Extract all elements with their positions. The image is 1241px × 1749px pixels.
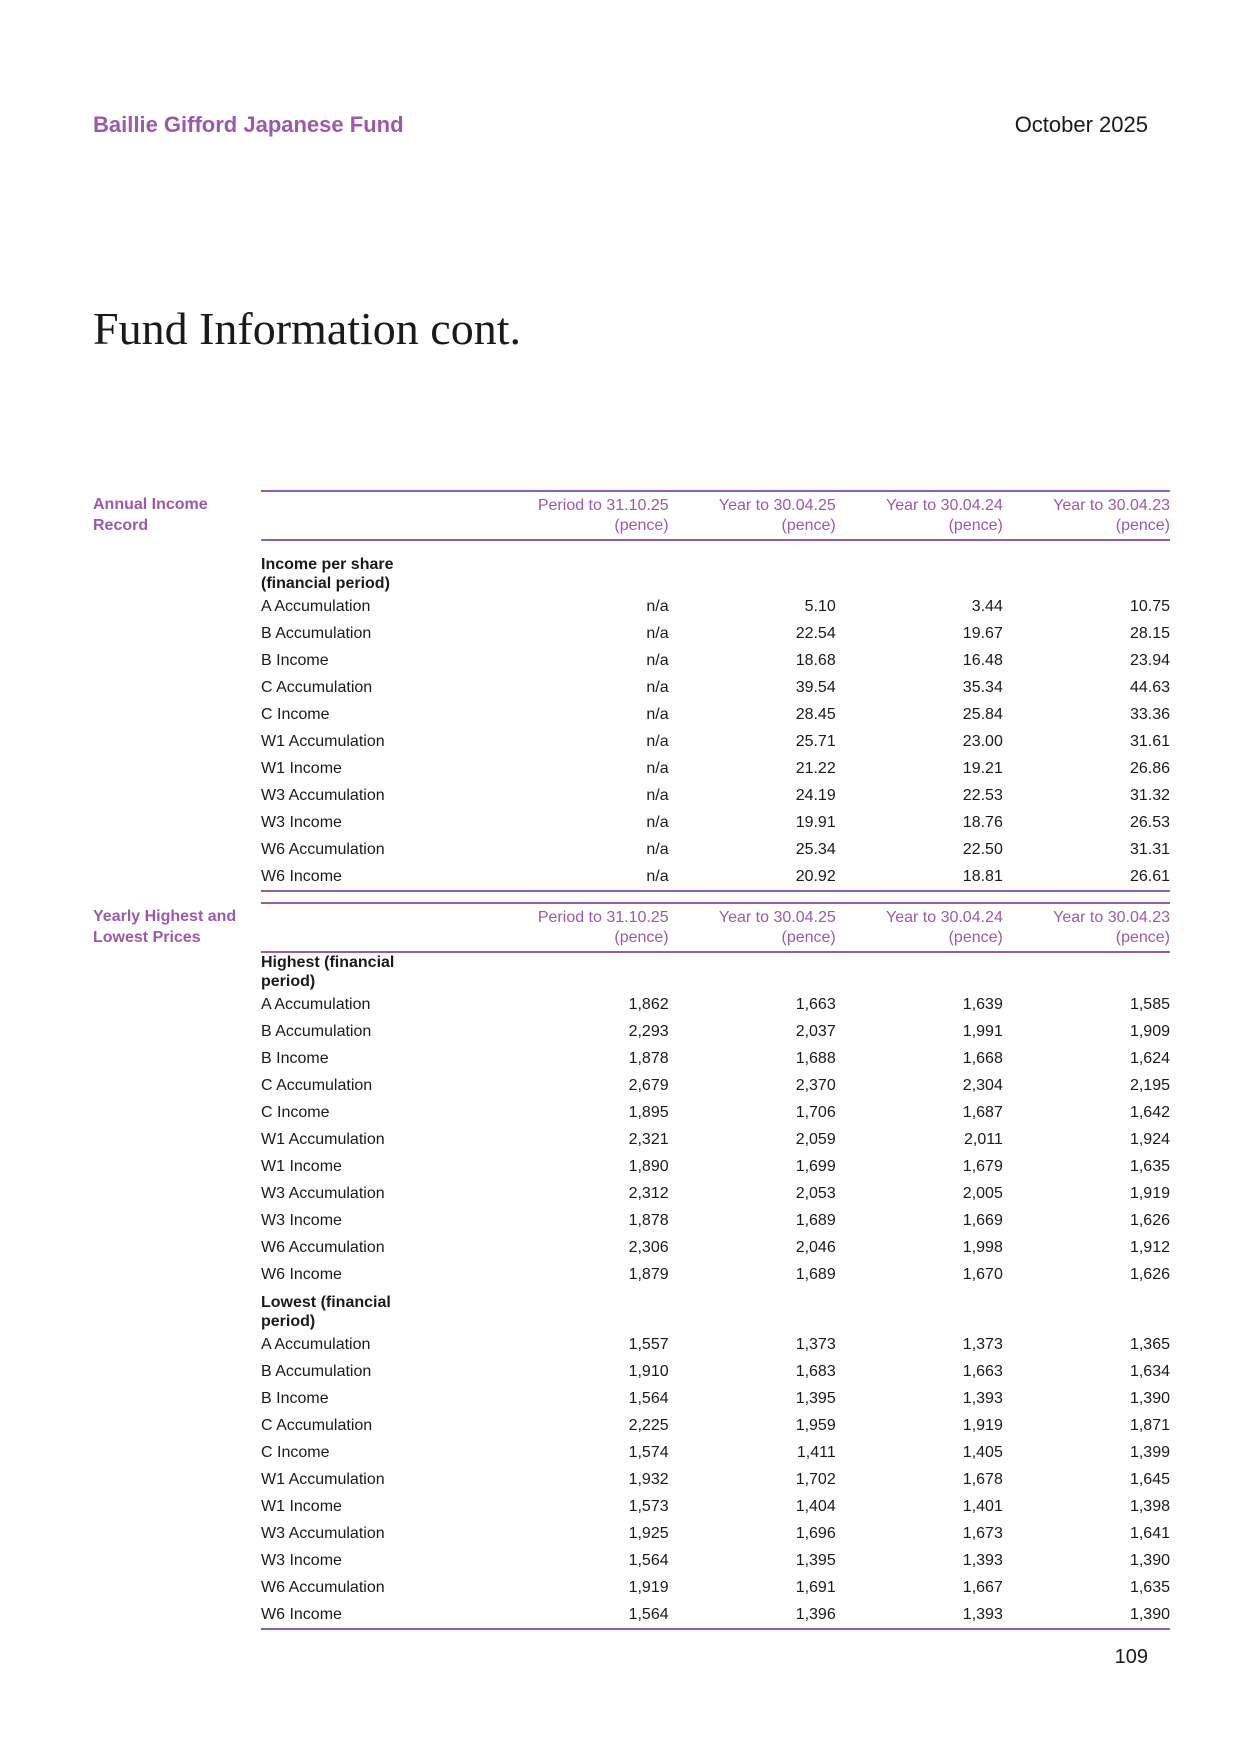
table-cell: 1,912 bbox=[1129, 1238, 1170, 1256]
table-cell: n/a bbox=[646, 651, 669, 669]
table-cell: 31.61 bbox=[1129, 732, 1170, 750]
table-row bbox=[261, 701, 1170, 728]
table-cell: 1,626 bbox=[1129, 1211, 1170, 1229]
table-cell: 1,871 bbox=[1129, 1416, 1170, 1434]
table-cell: 2,053 bbox=[795, 1184, 836, 1202]
share-class-name: B Accumulation bbox=[261, 624, 372, 642]
table-cell: 1,645 bbox=[1129, 1470, 1170, 1488]
table-cell: 2,046 bbox=[795, 1238, 836, 1256]
table-cell: 2,306 bbox=[628, 1238, 669, 1256]
group-heading: Income per share (financial period) bbox=[261, 556, 394, 592]
table-cell: n/a bbox=[646, 624, 669, 642]
table-cell: 44.63 bbox=[1129, 678, 1170, 696]
table-row bbox=[261, 647, 1170, 674]
table-cell: 1,663 bbox=[795, 995, 836, 1013]
share-class-name: C Accumulation bbox=[261, 1416, 373, 1434]
table-cell: 1,398 bbox=[1129, 1497, 1170, 1515]
page-number: 109 bbox=[1114, 1646, 1148, 1668]
table-cell: 1,624 bbox=[1129, 1049, 1170, 1067]
yearly-prices-label: Yearly Highest and Lowest Prices bbox=[93, 908, 237, 946]
table-cell: 26.86 bbox=[1129, 759, 1170, 777]
table-cell: 1,687 bbox=[962, 1103, 1003, 1121]
table-cell: 1,564 bbox=[628, 1551, 669, 1569]
table-cell: 1,404 bbox=[795, 1497, 836, 1515]
group-heading: Lowest (financial period) bbox=[261, 1294, 391, 1330]
table-cell: 1,573 bbox=[628, 1497, 669, 1515]
table-cell: 1,910 bbox=[628, 1362, 669, 1380]
table-cell: 1,641 bbox=[1129, 1524, 1170, 1542]
share-class-name: W3 Income bbox=[261, 813, 342, 831]
prices-table-body bbox=[261, 952, 1170, 1629]
table-row bbox=[261, 1045, 1170, 1072]
table-cell: 1,991 bbox=[962, 1022, 1003, 1040]
share-class-name: W6 Income bbox=[261, 1265, 342, 1283]
share-class-name: B Income bbox=[261, 1049, 329, 1067]
table-cell: 1,919 bbox=[1129, 1184, 1170, 1202]
table-row bbox=[261, 1601, 1170, 1629]
share-class-name: B Accumulation bbox=[261, 1362, 372, 1380]
table-cell: 1,688 bbox=[795, 1049, 836, 1067]
table-cell: 1,393 bbox=[962, 1389, 1003, 1407]
table-cell: 1,365 bbox=[1129, 1335, 1170, 1353]
table-cell: 1,564 bbox=[628, 1389, 669, 1407]
table-cell: 23.94 bbox=[1129, 651, 1170, 669]
table-cell: 2,312 bbox=[628, 1184, 669, 1202]
table-cell: 19.91 bbox=[795, 813, 836, 831]
table-cell: 33.36 bbox=[1129, 705, 1170, 723]
table-cell: 28.45 bbox=[795, 705, 836, 723]
table-cell: 1,862 bbox=[628, 995, 669, 1013]
table-row bbox=[261, 1385, 1170, 1412]
table-row bbox=[261, 728, 1170, 755]
table-row bbox=[261, 1099, 1170, 1126]
group-heading: Highest (financial period) bbox=[261, 954, 395, 990]
table-cell: n/a bbox=[646, 867, 669, 885]
table-cell: 3.44 bbox=[971, 597, 1003, 615]
table-row bbox=[261, 863, 1170, 891]
table-cell: n/a bbox=[646, 597, 669, 615]
table-row bbox=[261, 593, 1170, 620]
share-class-name: B Income bbox=[261, 651, 329, 669]
table-cell: 39.54 bbox=[795, 678, 836, 696]
table-cell: 1,663 bbox=[962, 1362, 1003, 1380]
table-cell: 2,293 bbox=[628, 1022, 669, 1040]
table-row bbox=[261, 1180, 1170, 1207]
table-cell: 18.81 bbox=[962, 867, 1003, 885]
table-cell: 2,679 bbox=[628, 1076, 669, 1094]
table-row bbox=[261, 1358, 1170, 1385]
header-spacer bbox=[261, 903, 502, 952]
report-date: October 2025 bbox=[1014, 112, 1148, 137]
table-row bbox=[261, 1493, 1170, 1520]
share-class-name: W1 Income bbox=[261, 759, 342, 777]
table-cell: 1,879 bbox=[628, 1265, 669, 1283]
share-class-name: W1 Income bbox=[261, 1157, 342, 1175]
table-row bbox=[261, 1574, 1170, 1601]
table-cell: 1,585 bbox=[1129, 995, 1170, 1013]
table-cell: 1,696 bbox=[795, 1524, 836, 1542]
column-header: Year to 30.04.24 (pence) bbox=[886, 497, 1003, 534]
share-class-name: B Income bbox=[261, 1389, 329, 1407]
table-row bbox=[261, 991, 1170, 1018]
column-header: Year to 30.04.25 (pence) bbox=[718, 909, 836, 946]
table-cell: 23.00 bbox=[962, 732, 1003, 750]
page-title: Fund Information cont. bbox=[93, 303, 521, 354]
table-cell: 2,011 bbox=[963, 1130, 1003, 1148]
income-table-body bbox=[261, 540, 1170, 891]
table-cell: n/a bbox=[646, 759, 669, 777]
table-cell: 2,059 bbox=[795, 1130, 836, 1148]
table-cell: 1,689 bbox=[795, 1265, 836, 1283]
table-cell: 1,393 bbox=[962, 1551, 1003, 1569]
table-cell: 5.10 bbox=[804, 597, 836, 615]
table-cell: 26.53 bbox=[1129, 813, 1170, 831]
income-table-header bbox=[261, 491, 1170, 540]
table-cell: 1,411 bbox=[796, 1443, 836, 1461]
table-row bbox=[261, 836, 1170, 863]
table-cell: 35.34 bbox=[962, 678, 1003, 696]
share-class-name: W6 Accumulation bbox=[261, 1578, 385, 1596]
table-cell: 1,626 bbox=[1129, 1265, 1170, 1283]
table-cell: 2,005 bbox=[962, 1184, 1003, 1202]
table-cell: 1,634 bbox=[1129, 1362, 1170, 1380]
table-cell: 1,924 bbox=[1129, 1130, 1170, 1148]
table-cell: 1,706 bbox=[795, 1103, 836, 1121]
table-cell: 31.32 bbox=[1129, 786, 1170, 804]
table-cell: 1,689 bbox=[795, 1211, 836, 1229]
table-cell: 18.76 bbox=[962, 813, 1003, 831]
group-heading-row bbox=[261, 1288, 1170, 1331]
table-cell: 2,321 bbox=[628, 1130, 669, 1148]
table-cell: 26.61 bbox=[1129, 867, 1170, 885]
table-cell: 24.19 bbox=[795, 786, 836, 804]
column-header: Period to 31.10.25 (pence) bbox=[537, 909, 669, 946]
share-class-name: W3 Income bbox=[261, 1211, 342, 1229]
table-cell: n/a bbox=[646, 732, 669, 750]
table-cell: 1,667 bbox=[962, 1578, 1003, 1596]
table-cell: 25.34 bbox=[795, 840, 836, 858]
table-cell: 1,998 bbox=[962, 1238, 1003, 1256]
table-cell: 22.53 bbox=[962, 786, 1003, 804]
table-row bbox=[261, 1234, 1170, 1261]
share-class-name: A Accumulation bbox=[261, 597, 371, 615]
table-cell: 25.71 bbox=[795, 732, 836, 750]
table-row bbox=[261, 620, 1170, 647]
share-class-name: W1 Accumulation bbox=[261, 1470, 385, 1488]
table-cell: n/a bbox=[646, 813, 669, 831]
column-header: Year to 30.04.23 (pence) bbox=[1053, 909, 1170, 946]
table-cell: 1,390 bbox=[1129, 1389, 1170, 1407]
table-row bbox=[261, 1072, 1170, 1099]
table-cell: 2,037 bbox=[795, 1022, 836, 1040]
column-header: Period to 31.10.25 (pence) bbox=[537, 497, 669, 534]
table-cell: 1,393 bbox=[962, 1605, 1003, 1623]
annual-income-record-label: Annual Income Record bbox=[93, 496, 208, 534]
table-cell: n/a bbox=[646, 786, 669, 804]
table-cell: 1,678 bbox=[962, 1470, 1003, 1488]
table-cell: 2,304 bbox=[962, 1076, 1003, 1094]
table-cell: 1,670 bbox=[962, 1265, 1003, 1283]
share-class-name: W1 Accumulation bbox=[261, 732, 385, 750]
table-cell: 1,399 bbox=[1129, 1443, 1170, 1461]
table-cell: 25.84 bbox=[962, 705, 1003, 723]
share-class-name: W1 Accumulation bbox=[261, 1130, 385, 1148]
prices-table-header bbox=[261, 903, 1170, 952]
table-cell: 18.68 bbox=[795, 651, 836, 669]
share-class-name: W6 Accumulation bbox=[261, 1238, 385, 1256]
table-cell: 1,669 bbox=[962, 1211, 1003, 1229]
table-cell: 1,699 bbox=[795, 1157, 836, 1175]
share-class-name: C Income bbox=[261, 705, 330, 723]
table-row bbox=[261, 1207, 1170, 1234]
table-cell: 1,919 bbox=[962, 1416, 1003, 1434]
table-cell: 1,702 bbox=[795, 1470, 836, 1488]
share-class-name: W1 Income bbox=[261, 1497, 342, 1515]
table-row bbox=[261, 782, 1170, 809]
table-cell: 28.15 bbox=[1129, 624, 1170, 642]
table-cell: 22.54 bbox=[795, 624, 836, 642]
share-class-name: W3 Accumulation bbox=[261, 1524, 385, 1542]
table-cell: 19.21 bbox=[962, 759, 1003, 777]
table-cell: 1,639 bbox=[962, 995, 1003, 1013]
table-row bbox=[261, 1412, 1170, 1439]
table-cell: 22.50 bbox=[962, 840, 1003, 858]
column-header: Year to 30.04.24 (pence) bbox=[886, 909, 1003, 946]
table-row bbox=[261, 809, 1170, 836]
group-heading-row bbox=[261, 952, 1170, 991]
table-row bbox=[261, 1331, 1170, 1358]
share-class-name: C Income bbox=[261, 1103, 330, 1121]
table-row bbox=[261, 1153, 1170, 1180]
share-class-name: W3 Accumulation bbox=[261, 1184, 385, 1202]
share-class-name: C Income bbox=[261, 1443, 330, 1461]
table-cell: 1,405 bbox=[962, 1443, 1003, 1461]
table-cell: 1,642 bbox=[1129, 1103, 1170, 1121]
group-heading-row bbox=[261, 540, 1170, 593]
table-cell: 20.92 bbox=[795, 867, 836, 885]
table-cell: n/a bbox=[646, 840, 669, 858]
share-class-name: W6 Income bbox=[261, 1605, 342, 1623]
table-cell: 16.48 bbox=[962, 651, 1003, 669]
table-cell: 10.75 bbox=[1129, 597, 1170, 615]
table-cell: 1,373 bbox=[795, 1335, 836, 1353]
table-cell: 1,668 bbox=[962, 1049, 1003, 1067]
table-cell: 1,395 bbox=[795, 1551, 836, 1569]
column-header: Year to 30.04.25 (pence) bbox=[718, 497, 836, 534]
table-cell: 1,373 bbox=[962, 1335, 1003, 1353]
table-cell: n/a bbox=[646, 705, 669, 723]
table-cell: 1,564 bbox=[628, 1605, 669, 1623]
share-class-name: C Accumulation bbox=[261, 678, 373, 696]
table-row bbox=[261, 1018, 1170, 1045]
table-cell: 1,909 bbox=[1129, 1022, 1170, 1040]
table-cell: 1,635 bbox=[1129, 1578, 1170, 1596]
table-row bbox=[261, 1439, 1170, 1466]
table-cell: 1,673 bbox=[962, 1524, 1003, 1542]
table-cell: 1,395 bbox=[795, 1389, 836, 1407]
fund-name: Baillie Gifford Japanese Fund bbox=[93, 112, 404, 137]
table-row bbox=[261, 1547, 1170, 1574]
table-cell: 1,890 bbox=[628, 1157, 669, 1175]
table-cell: n/a bbox=[646, 678, 669, 696]
share-class-name: W3 Income bbox=[261, 1551, 342, 1569]
table-cell: 1,878 bbox=[628, 1211, 669, 1229]
table-row bbox=[261, 1520, 1170, 1547]
table-cell: 1,401 bbox=[962, 1497, 1003, 1515]
table-cell: 1,691 bbox=[795, 1578, 836, 1596]
table-row bbox=[261, 674, 1170, 701]
table-cell: 19.67 bbox=[962, 624, 1003, 642]
table-cell: 1,919 bbox=[628, 1578, 669, 1596]
column-header: Year to 30.04.23 (pence) bbox=[1053, 497, 1170, 534]
share-class-name: W6 Accumulation bbox=[261, 840, 385, 858]
table-cell: 1,390 bbox=[1129, 1605, 1170, 1623]
table-row bbox=[261, 755, 1170, 782]
share-class-name: W6 Income bbox=[261, 867, 342, 885]
table-cell: 1,959 bbox=[795, 1416, 836, 1434]
header-spacer bbox=[261, 491, 502, 540]
table-row bbox=[261, 1126, 1170, 1153]
share-class-name: A Accumulation bbox=[261, 995, 371, 1013]
share-class-name: B Accumulation bbox=[261, 1022, 372, 1040]
table-cell: 1,635 bbox=[1129, 1157, 1170, 1175]
table-row bbox=[261, 1466, 1170, 1493]
table-cell: 2,370 bbox=[795, 1076, 836, 1094]
table-row bbox=[261, 1261, 1170, 1288]
yearly-prices-table bbox=[261, 902, 1170, 1630]
table-cell: 2,195 bbox=[1129, 1076, 1170, 1094]
table-cell: 1,683 bbox=[795, 1362, 836, 1380]
share-class-name: C Accumulation bbox=[261, 1076, 373, 1094]
annual-income-table bbox=[261, 490, 1170, 892]
table-cell: 1,390 bbox=[1129, 1551, 1170, 1569]
table-cell: 21.22 bbox=[795, 759, 836, 777]
table-cell: 2,225 bbox=[628, 1416, 669, 1434]
table-cell: 1,574 bbox=[628, 1443, 669, 1461]
table-cell: 31.31 bbox=[1129, 840, 1170, 858]
table-cell: 1,932 bbox=[628, 1470, 669, 1488]
share-class-name: A Accumulation bbox=[261, 1335, 371, 1353]
table-cell: 1,396 bbox=[795, 1605, 836, 1623]
table-cell: 1,925 bbox=[628, 1524, 669, 1542]
share-class-name: W3 Accumulation bbox=[261, 786, 385, 804]
table-cell: 1,557 bbox=[628, 1335, 669, 1353]
table-cell: 1,878 bbox=[628, 1049, 669, 1067]
table-cell: 1,895 bbox=[628, 1103, 669, 1121]
table-cell: 1,679 bbox=[962, 1157, 1003, 1175]
